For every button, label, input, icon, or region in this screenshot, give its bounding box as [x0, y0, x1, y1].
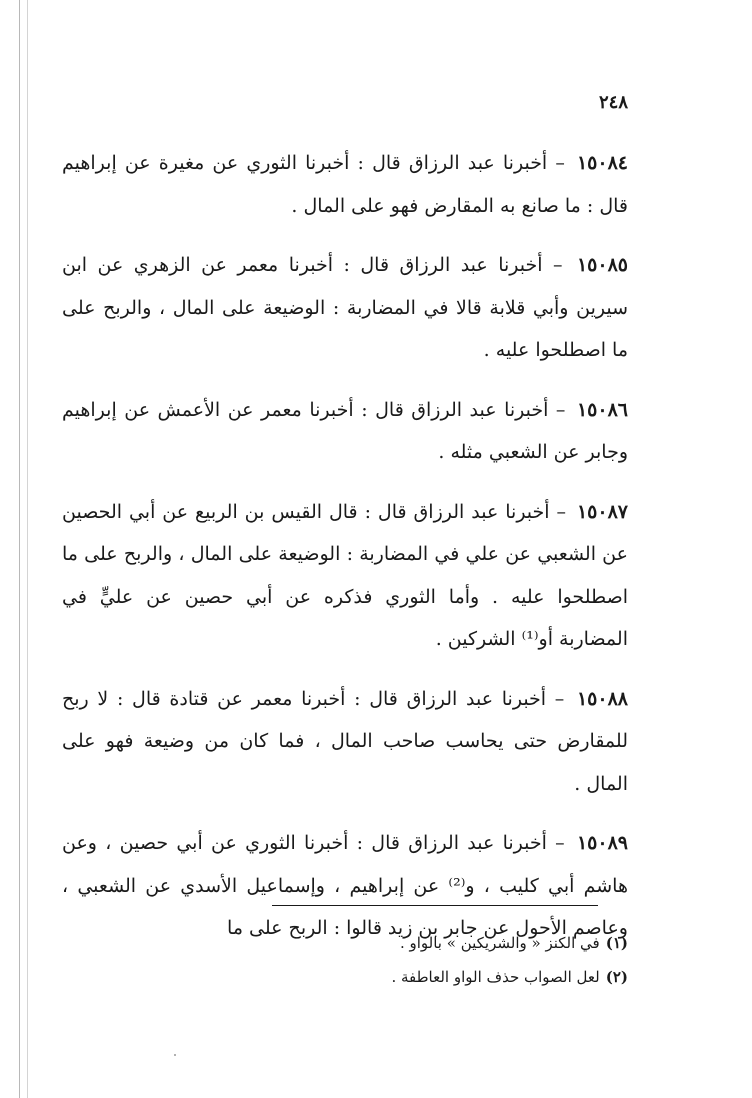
footnote-number: (١)	[605, 934, 628, 952]
entry-number: ١٥٠٨٧	[576, 500, 628, 523]
footnote-2	[188, 960, 628, 994]
entry-15088	[62, 678, 628, 806]
entry-text: – أخبرنا عبد الرزاق قال : أخبرنا الثوري عن أبي حصين ، وعن هاشم أبي كليب ، و⁽²⁾ عن إبراهيم ، وإسماعيل الأسدي عن الشعبي ، وعاصم الأحول عن جابر بن زيد قالوا : الربح على ما	[62, 832, 628, 939]
entry-number: ١٥٠٨٨	[576, 687, 628, 710]
footnote-text: في الكنز « والشريكين » بالواو .	[399, 934, 600, 952]
entry-text: – أخبرنا عبد الرزاق قال : أخبرنا معمر عن الأعمش عن إبراهيم وجابر عن الشعبي مثله .	[62, 398, 628, 463]
footnote-divider	[272, 905, 598, 906]
page-number: ٢٤٨	[598, 92, 628, 113]
entry-text: – أخبرنا عبد الرزاق قال : قال القيس بن الربيع عن أبي الحصين عن الشعبي عن علي في المضاربة : الوضيعة على المال ، والربح على ما اصطلحوا عليه . وأما الثوري فذكره عن أبي حصين عن عليٍّ في المضاربة أو⁽¹⁾ الشركين .	[62, 500, 628, 650]
entry-15086	[62, 389, 628, 474]
entry-text: – أخبرنا عبد الرزاق قال : أخبرنا معمر عن قتادة قال : لا ربح للمقارض حتى يحاسب صاحب المال ، فما كان من وضيعة فهو على المال .	[62, 687, 628, 795]
entry-text: – أخبرنا عبد الرزاق قال : أخبرنا معمر عن الزهري عن ابن سيرين وأبي قلابة قالا في المضاربة : الوضيعة على المال ، والربح على ما اصطلحوا عليه .	[62, 254, 628, 361]
binding-margin-line	[19, 0, 20, 1098]
entry-number: ١٥٠٨٦	[576, 398, 628, 421]
entry-number: ١٥٠٨٥	[576, 254, 628, 276]
binding-margin-line-inner	[27, 0, 28, 1098]
entry-15085	[62, 244, 628, 372]
scan-speck	[174, 1054, 176, 1056]
entry-15087	[62, 491, 628, 661]
entry-number: ١٥٠٨٤	[576, 152, 628, 174]
entry-number: ١٥٠٨٩	[576, 832, 628, 854]
footnotes	[188, 926, 628, 994]
hadith-entries	[62, 142, 628, 967]
footnote-text: لعل الصواب حذف الواو العاطفة .	[391, 968, 600, 986]
footnote-1	[188, 926, 628, 960]
entry-text: – أخبرنا عبد الرزاق قال : أخبرنا الثوري عن مغيرة عن إبراهيم قال : ما صانع به المقارض فهو على المال .	[62, 152, 628, 217]
entry-15084	[62, 142, 628, 227]
footnote-number: (٢)	[605, 968, 628, 986]
